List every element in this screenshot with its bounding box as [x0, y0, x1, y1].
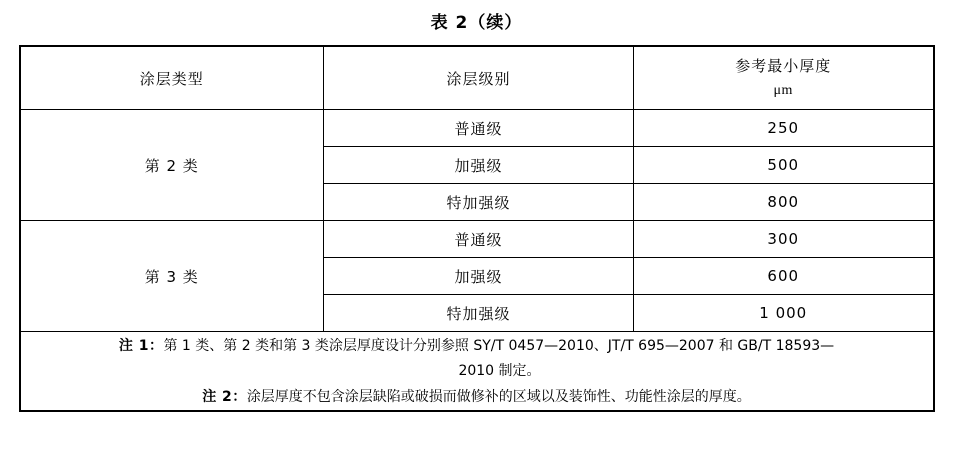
coating-thickness-table — [19, 45, 935, 412]
header-coating-grade: 涂层级别 — [324, 46, 634, 110]
thickness-value: 1 000 — [634, 295, 934, 332]
header-thickness-unit: μm — [773, 82, 793, 98]
coating-type-group-3: 第 3 类 — [20, 221, 324, 332]
coating-type-group-2: 第 2 类 — [20, 110, 324, 221]
thickness-value: 250 — [634, 110, 934, 147]
table-row — [20, 221, 934, 258]
header-coating-type: 涂层类型 — [20, 46, 324, 110]
note-1-text: 第 1 类、第 2 类和第 3 类涂层厚度设计分别参照 SY/T 0457—2010、JT/T 695—2007 和 GB/T 18593— — [163, 338, 835, 354]
header-thickness-title: 参考最小厚度 — [735, 57, 832, 76]
thickness-value: 800 — [634, 184, 934, 221]
table-row — [20, 110, 934, 147]
coating-grade: 特加强级 — [324, 295, 634, 332]
thickness-value: 500 — [634, 147, 934, 184]
coating-grade: 加强级 — [324, 258, 634, 295]
table-header-row — [20, 46, 934, 110]
thickness-value: 300 — [634, 221, 934, 258]
note-2 — [21, 383, 933, 410]
table-notes — [20, 332, 934, 411]
note-2-label: 注 2： — [202, 389, 247, 405]
coating-grade: 普通级 — [324, 221, 634, 258]
coating-grade: 普通级 — [324, 110, 634, 147]
note-2-text: 涂层厚度不包含涂层缺陷或破损而做修补的区域以及装饰性、功能性涂层的厚度。 — [246, 389, 751, 405]
header-reference-thickness — [634, 46, 934, 110]
note-1-continuation: 2010 制定。 — [458, 362, 541, 379]
coating-grade: 特加强级 — [324, 184, 634, 221]
table-caption: 表 2（续） — [430, 13, 523, 33]
table-notes-row — [20, 332, 934, 411]
note-1-label: 注 1： — [118, 338, 164, 354]
thickness-value: 600 — [634, 258, 934, 295]
coating-grade: 加强级 — [324, 147, 634, 184]
note-1 — [21, 332, 933, 359]
